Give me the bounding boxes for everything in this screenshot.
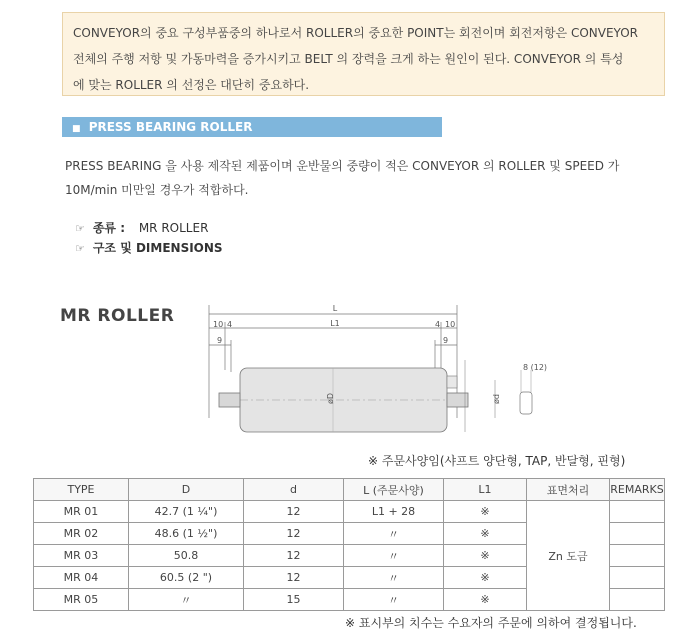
- header-remarks: REMARKS: [610, 479, 665, 501]
- cell-d-shaft: 12: [244, 501, 344, 523]
- roller-drawing: [195, 300, 555, 445]
- dim-label-10-left: 10: [213, 320, 224, 329]
- dim-label-10-right: 10: [445, 320, 456, 329]
- cell-d-shaft: 15: [244, 589, 344, 611]
- dim-label-9-left: 9: [217, 336, 223, 345]
- dim-label-diameter: øD: [326, 392, 335, 404]
- cell-d-outer: 60.5 (2 "): [129, 567, 244, 589]
- cell-d-outer: 〃: [129, 589, 244, 611]
- cell-remarks: [610, 567, 665, 589]
- description-line-2: 10M/min 미만일 경우가 적합하다.: [65, 183, 249, 197]
- table-row: [34, 501, 665, 523]
- description-line-1: PRESS BEARING 을 사용 제작된 제품이며 운반물의 중량이 적은 CONVEYOR 의 ROLLER 및 SPEED 가: [65, 159, 620, 173]
- cell-d-outer: 42.7 (1 ¼"): [129, 501, 244, 523]
- dim-label-l1: L1: [330, 319, 340, 328]
- section-title: PRESS BEARING ROLLER: [88, 120, 253, 134]
- header-length: L (주문사양): [344, 479, 444, 501]
- pointing-hand-icon: ☞: [75, 242, 85, 255]
- cell-d-outer: 48.6 (1 ½"): [129, 523, 244, 545]
- cell-d-shaft: 12: [244, 523, 344, 545]
- table-header-row: [34, 479, 665, 501]
- cell-l1: ※: [444, 567, 527, 589]
- spec-table: [33, 478, 665, 611]
- cell-type: MR 03: [34, 545, 129, 567]
- cell-remarks: [610, 501, 665, 523]
- structure-label: 구조 및 DIMENSIONS: [92, 241, 223, 255]
- header-type: TYPE: [34, 479, 129, 501]
- intro-line-1: CONVEYOR의 중요 구성부품중의 하나로서 ROLLER의 중요한 POINT는 회전이며 회전저항은 CONVEYOR: [73, 26, 639, 40]
- square-bullet-icon: ■: [72, 124, 81, 134]
- intro-box: [62, 12, 665, 96]
- cell-length: 〃: [344, 589, 444, 611]
- dim-label-9-right: 9: [443, 336, 449, 345]
- cell-l1: ※: [444, 501, 527, 523]
- cell-length: 〃: [344, 523, 444, 545]
- cell-remarks: [610, 545, 665, 567]
- kind-value: MR ROLLER: [138, 221, 209, 235]
- kind-row: [75, 219, 208, 236]
- header-l1: L1: [444, 479, 527, 501]
- cell-l1: ※: [444, 523, 527, 545]
- dimension-note: ※ 표시부의 치수는 수요자의 주문에 의하여 결정됩니다.: [345, 616, 637, 630]
- cell-d-shaft: 12: [244, 567, 344, 589]
- cell-length: L1 + 28: [344, 501, 444, 523]
- cell-type: MR 01: [34, 501, 129, 523]
- cell-remarks: [610, 523, 665, 545]
- header-surface: 표면처리: [527, 479, 610, 501]
- intro-line-3: 에 맞는 ROLLER 의 선정은 대단히 중요하다.: [73, 78, 310, 92]
- intro-line-2: 전체의 주행 저항 및 가동마력을 증가시키고 BELT 의 장력을 크게 하는 원인이 된다. CONVEYOR 의 특성: [73, 52, 624, 66]
- cell-length: 〃: [344, 567, 444, 589]
- cell-remarks: [610, 589, 665, 611]
- cell-d-outer: 50.8: [129, 545, 244, 567]
- dim-label-l: L: [332, 304, 338, 313]
- section-title-bar: [62, 117, 442, 137]
- cell-type: MR 05: [34, 589, 129, 611]
- dim-label-4-right: 4: [435, 320, 441, 329]
- header-d-shaft: d: [244, 479, 344, 501]
- description: [65, 154, 665, 202]
- header-d-outer: D: [129, 479, 244, 501]
- model-title: MR ROLLER: [60, 306, 175, 326]
- dim-label-side: 8 (12): [523, 363, 548, 372]
- pointing-hand-icon: ☞: [75, 222, 85, 235]
- cell-surface: Zn 도금: [527, 501, 610, 611]
- cell-d-shaft: 12: [244, 545, 344, 567]
- kind-label: 종류 :: [92, 221, 125, 235]
- dim-label-shaft-diameter: ød: [492, 394, 501, 404]
- order-spec-note: ※ 주문사양임(샤프트 양단형, TAP, 반달형, 핀형): [368, 454, 626, 468]
- cell-type: MR 02: [34, 523, 129, 545]
- dim-label-4-left: 4: [227, 320, 233, 329]
- cell-l1: ※: [444, 545, 527, 567]
- cell-length: 〃: [344, 545, 444, 567]
- cell-l1: ※: [444, 589, 527, 611]
- cell-type: MR 04: [34, 567, 129, 589]
- structure-row: [75, 239, 233, 256]
